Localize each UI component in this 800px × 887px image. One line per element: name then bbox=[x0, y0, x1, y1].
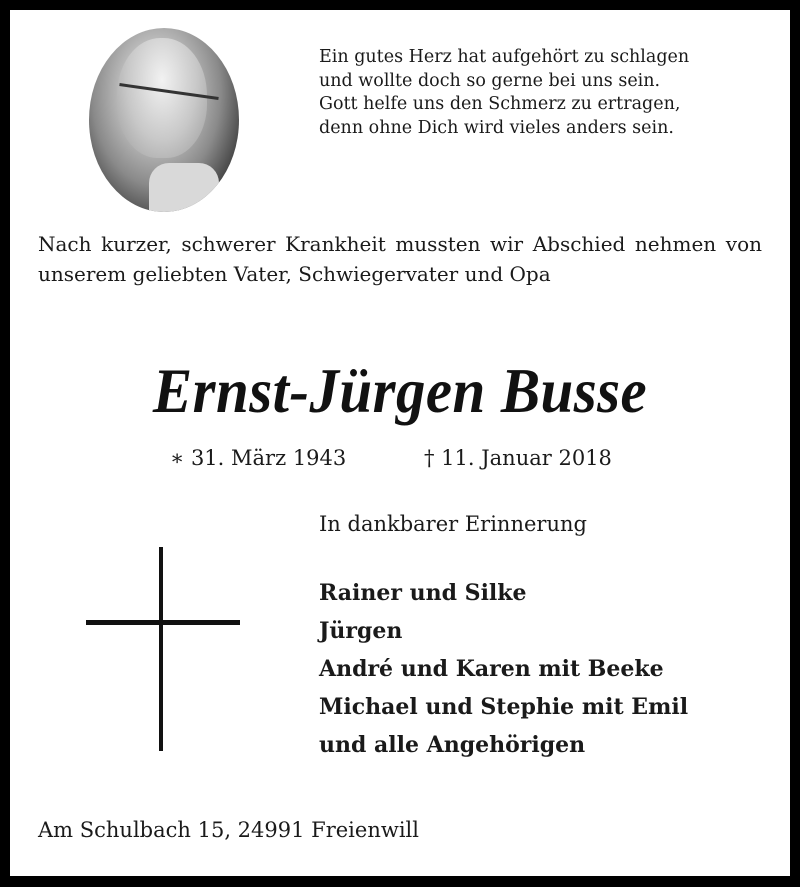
poem-line: denn ohne Dich wird vieles anders sein. bbox=[319, 117, 674, 138]
remembrance-line: In dankbarer Erinnerung bbox=[319, 512, 587, 536]
obituary-notice bbox=[10, 10, 790, 876]
cross-icon bbox=[159, 547, 163, 751]
portrait-photo bbox=[89, 28, 239, 212]
mourner: und alle Angehörigen bbox=[319, 732, 586, 758]
poem bbox=[319, 46, 689, 140]
mourner: André und Karen mit Beeke bbox=[319, 656, 664, 682]
deceased-name: Ernst-Jürgen Busse bbox=[152, 355, 648, 426]
cross-icon-bar bbox=[86, 620, 240, 625]
mourners-list bbox=[319, 574, 688, 764]
intro-text: Nach kurzer, schwerer Krankheit mussten wir Abschied nehmen von unserem geliebten Vater, Schwiegervater und Opa bbox=[38, 232, 762, 286]
mourner: Jürgen bbox=[319, 618, 403, 644]
portrait-face bbox=[117, 38, 207, 158]
address: Am Schulbach 15, 24991 Freienwill bbox=[38, 818, 419, 842]
poem-line: Gott helfe uns den Schmerz zu ertragen, bbox=[319, 94, 681, 114]
birth-date: ∗ 31. März 1943 bbox=[170, 446, 347, 470]
poem-line: und wollte doch so gerne bei uns sein. bbox=[319, 70, 661, 91]
mourner: Rainer und Silke bbox=[319, 580, 527, 606]
poem-line: Ein gutes Herz hat aufgehört zu schlagen bbox=[319, 47, 690, 67]
portrait-shirt bbox=[149, 163, 219, 212]
mourner: Michael und Stephie mit Emil bbox=[319, 694, 689, 720]
death-date: † 11. Januar 2018 bbox=[424, 446, 612, 470]
